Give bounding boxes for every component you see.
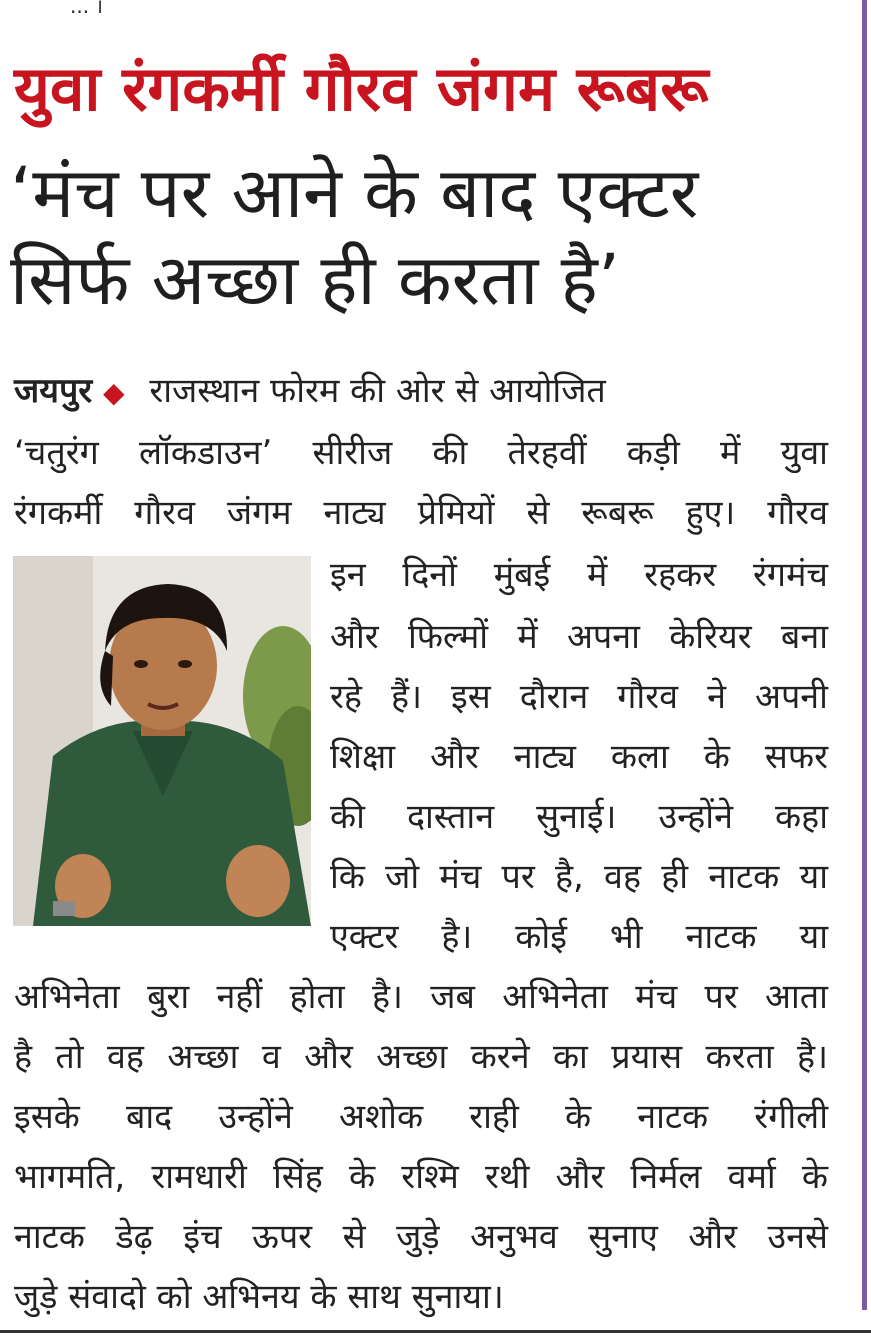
body-line-12: है तो वह अच्छा व और अच्छा करने का प्रयास करता है।: [14, 1037, 828, 1077]
body-line-3: रंगकर्मी गौरव जंगम नाट्य प्रेमियों से रूबरू हुए। गौरव: [14, 493, 828, 533]
body-line-11: अभिनेता बुरा नहीं होता है। जब अभिनेता मंच पर आता: [14, 977, 828, 1017]
body-line-10: एक्टर है। कोई भी नाटक या: [330, 917, 828, 957]
dateline-diamond-icon: ◆: [102, 376, 125, 409]
body-line-5: और फिल्मों में अपना केरियर बना: [330, 617, 828, 657]
body-line-16: जुड़े संवादो को अभिनय के साथ सुनाया।: [14, 1277, 504, 1317]
body-line-2: ‘चतुरंग लॉकडाउन’ सीरीज की तेरहवीं कड़ी में युवा: [14, 433, 828, 473]
dateline: जयपुर: [14, 371, 93, 411]
body-line-1: राजस्थान फोरम की ओर से आयोजित: [149, 371, 606, 411]
main-headline: [10, 150, 840, 324]
body-line-7: शिक्षा और नाट्य कला के सफर: [330, 737, 828, 777]
body-line-8: की दास्तान सुनाई। उन्होंने कहा: [330, 797, 828, 837]
body-line-13: इसके बाद उन्होंने अशोक राही के नाटक रंगीली: [14, 1097, 828, 1137]
kicker-headline: युवा रंगकर्मी गौरव जंगम रूबरू: [14, 52, 709, 125]
headline-line-2: सिर्फ अच्छा ही करता है’: [10, 238, 621, 321]
body-line-1-row: [14, 372, 828, 411]
person-photo: [13, 556, 311, 926]
person-photo-illustration: [13, 556, 311, 926]
clipped-previous-text: ... ।: [70, 0, 104, 18]
body-line-6: रहे हैं। इस दौरान गौरव ने अपनी: [330, 677, 828, 717]
body-line-15: नाटक डेढ़ इंच ऊपर से जुड़े अनुभव सुनाए और उनसे: [14, 1217, 828, 1257]
body-line-4: इन दिनों मुंबई में रहकर रंगमंच: [330, 555, 828, 595]
body-line-14: भागमति, रामधारी सिंह के रश्मि रथी और निर्मल वर्मा के: [14, 1157, 828, 1197]
page-edge-rule: [862, 0, 867, 1310]
body-line-9: कि जो मंच पर है, वह ही नाटक या: [330, 857, 828, 897]
headline-line-1: ‘मंच पर आने के बाद एक्टर: [10, 152, 699, 234]
bottom-rule: [0, 1330, 871, 1333]
